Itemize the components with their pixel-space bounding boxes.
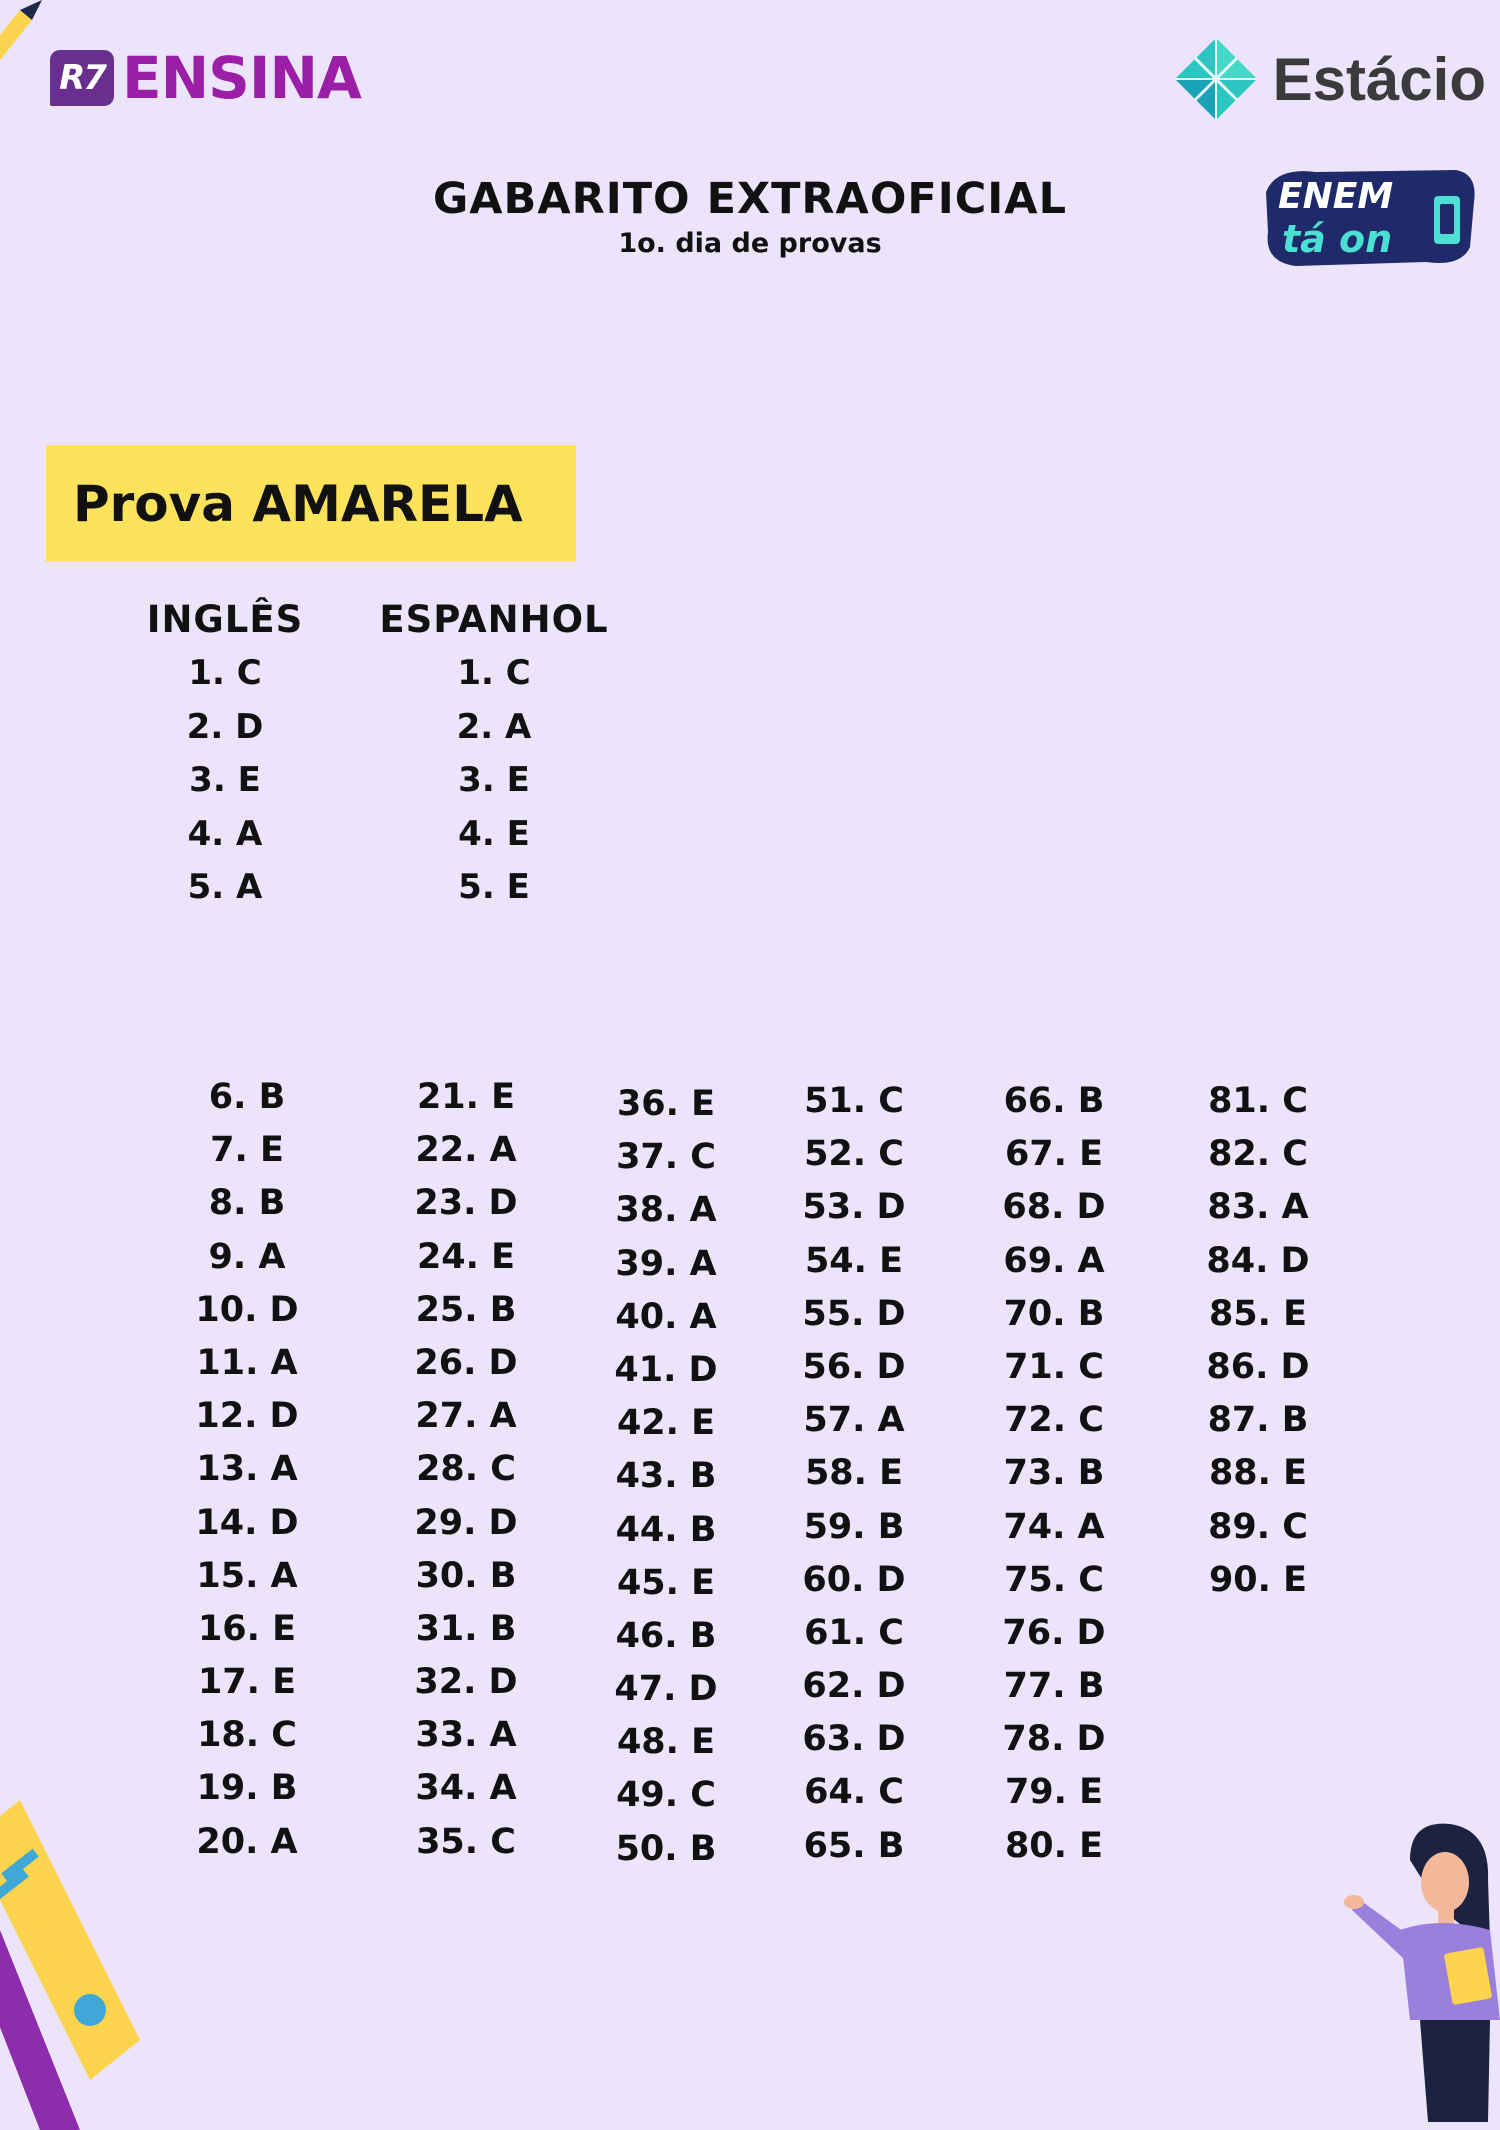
- prova-label: Prova AMARELA: [73, 474, 523, 533]
- answer-item: 46. B: [615, 1615, 717, 1656]
- answer-item: 20. A: [196, 1821, 298, 1862]
- answer-item: 36. E: [616, 1084, 716, 1124]
- language-header: INGLÊS: [146, 598, 304, 641]
- answer-item: 38. A: [615, 1190, 717, 1231]
- enem-text: ENEM: [1278, 176, 1394, 217]
- estacio-wordmark: Estácio: [1272, 45, 1486, 113]
- answer-item: 8. B: [208, 1183, 286, 1224]
- answer-item: 48. E: [616, 1722, 716, 1763]
- answer-item: 78. D: [1002, 1719, 1106, 1760]
- answer-item: 51. C: [804, 1081, 904, 1121]
- estacio-logo: [1173, 36, 1486, 122]
- teacher-illustration-icon: [1340, 1820, 1500, 2122]
- answer-item: 9. A: [208, 1236, 286, 1277]
- answer-item: 5. A: [187, 867, 263, 907]
- answer-item: 70. B: [1003, 1293, 1105, 1334]
- answer-item: 10. D: [195, 1289, 299, 1330]
- answer-item: 18. C: [197, 1715, 297, 1756]
- answer-item: 66. B: [1003, 1081, 1105, 1121]
- answer-item: 39. A: [615, 1243, 717, 1284]
- answer-item: 77. B: [1003, 1666, 1105, 1707]
- answer-item: 87. B: [1207, 1400, 1309, 1441]
- answer-item: 11. A: [196, 1342, 298, 1383]
- answer-item: 28. C: [416, 1449, 516, 1490]
- answer-item: 72. C: [1004, 1400, 1104, 1441]
- answer-item: 53. D: [802, 1187, 906, 1228]
- answer-item: 30. B: [415, 1555, 517, 1596]
- answer-item: 41. D: [614, 1349, 718, 1390]
- answer-item: 19. B: [196, 1768, 298, 1809]
- answer-item: 90. E: [1208, 1559, 1308, 1600]
- answer-item: 49. C: [616, 1775, 716, 1816]
- prova-label-box: [46, 445, 576, 562]
- answer-item: 43. B: [615, 1456, 717, 1497]
- answer-item: 65. B: [803, 1825, 905, 1866]
- answer-item: 40. A: [615, 1296, 717, 1337]
- answer-item: 21. E: [416, 1077, 516, 1117]
- answer-item: 2. A: [456, 706, 532, 747]
- answer-item: 29. D: [414, 1502, 518, 1543]
- answer-item: 1. C: [457, 653, 531, 693]
- ensina-wordmark: ENSINA: [122, 44, 361, 112]
- r7-badge: R7: [50, 50, 114, 106]
- answer-item: 35. C: [416, 1821, 516, 1862]
- ruler-decoration-icon: [0, 1800, 170, 2130]
- answer-item: 59. B: [803, 1506, 905, 1547]
- answer-item: 58. E: [804, 1453, 904, 1494]
- estacio-diamond-icon: [1173, 36, 1259, 122]
- language-column-espanhol: [374, 598, 614, 915]
- answer-item: 37. C: [616, 1137, 716, 1178]
- answer-item: 67. E: [1004, 1134, 1104, 1175]
- answer-item: 2. D: [186, 706, 264, 747]
- answer-item: 12. D: [195, 1396, 299, 1437]
- answer-item: 63. D: [802, 1719, 906, 1760]
- answer-item: 89. C: [1208, 1506, 1308, 1547]
- answer-item: 45. E: [616, 1562, 716, 1603]
- answer-item: 14. D: [195, 1502, 299, 1543]
- answer-item: 32. D: [414, 1662, 518, 1703]
- answer-item: 7. E: [210, 1130, 284, 1171]
- answer-item: 57. A: [803, 1400, 905, 1441]
- answer-item: 33. A: [415, 1715, 517, 1756]
- answer-item: 71. C: [1004, 1346, 1104, 1387]
- answer-item: 44. B: [615, 1509, 717, 1550]
- answer-item: 27. A: [415, 1396, 517, 1437]
- answer-item: 6. B: [208, 1077, 286, 1117]
- answer-column-81-90: [1173, 1075, 1343, 1607]
- answer-item: 82. C: [1208, 1134, 1308, 1175]
- answer-item: 62. D: [802, 1666, 906, 1707]
- answer-item: 16. E: [197, 1608, 297, 1649]
- answer-item: 84. D: [1206, 1240, 1310, 1281]
- answer-item: 83. A: [1207, 1187, 1309, 1228]
- page-subtitle: 1o. dia de provas: [618, 228, 882, 259]
- answer-item: 15. A: [196, 1555, 298, 1596]
- answer-item: 86. D: [1206, 1346, 1310, 1387]
- answer-item: 34. A: [415, 1768, 517, 1809]
- answer-item: 88. E: [1208, 1453, 1308, 1494]
- answer-item: 81. C: [1208, 1081, 1308, 1121]
- answer-item: 23. D: [414, 1183, 518, 1224]
- answer-column-51-65: [769, 1075, 939, 1873]
- answer-item: 24. E: [416, 1236, 516, 1277]
- answer-item: 55. D: [802, 1293, 906, 1334]
- answer-item: 3. E: [458, 760, 530, 800]
- answer-column-6-20: [162, 1071, 332, 1869]
- answer-item: 56. D: [802, 1346, 906, 1387]
- answer-item: 61. C: [804, 1612, 904, 1653]
- answer-item: 64. C: [804, 1772, 904, 1813]
- answer-column-36-50: [581, 1078, 751, 1876]
- answer-item: 5. E: [458, 867, 530, 907]
- answer-item: 42. E: [616, 1403, 716, 1444]
- answer-item: 60. D: [802, 1559, 906, 1600]
- answer-item: 25. B: [415, 1289, 517, 1330]
- answer-item: 74. A: [1003, 1506, 1105, 1547]
- answer-item: 79. E: [1004, 1772, 1104, 1813]
- answer-item: 26. D: [414, 1342, 518, 1383]
- answer-item: 31. B: [415, 1608, 517, 1649]
- language-column-ingles: [140, 598, 310, 915]
- answer-item: 13. A: [196, 1449, 298, 1490]
- ta-on-text: tá on: [1282, 217, 1393, 261]
- answer-column-66-80: [969, 1075, 1139, 1873]
- answer-item: 50. B: [615, 1828, 717, 1869]
- answer-item: 69. A: [1003, 1240, 1105, 1281]
- answer-item: 3. E: [189, 760, 261, 800]
- answer-item: 4. E: [458, 813, 530, 854]
- page-title: GABARITO EXTRAOFICIAL: [432, 174, 1067, 224]
- answer-item: 73. B: [1003, 1453, 1105, 1494]
- answer-item: 68. D: [1002, 1187, 1106, 1228]
- answer-item: 52. C: [804, 1134, 904, 1175]
- answer-item: 54. E: [804, 1240, 904, 1281]
- r7-ensina-logo: [50, 44, 361, 112]
- answer-item: 80. E: [1004, 1825, 1104, 1866]
- answer-item: 17. E: [197, 1662, 297, 1703]
- answer-item: 75. C: [1004, 1559, 1104, 1600]
- answer-item: 4. A: [187, 813, 263, 854]
- language-header: ESPANHOL: [379, 598, 609, 641]
- answer-item: 1. C: [188, 653, 262, 693]
- answer-item: 22. A: [415, 1130, 517, 1171]
- answer-column-21-35: [381, 1071, 551, 1869]
- answer-item: 47. D: [614, 1669, 718, 1710]
- answer-item: 76. D: [1002, 1612, 1106, 1653]
- answer-item: 85. E: [1208, 1293, 1308, 1334]
